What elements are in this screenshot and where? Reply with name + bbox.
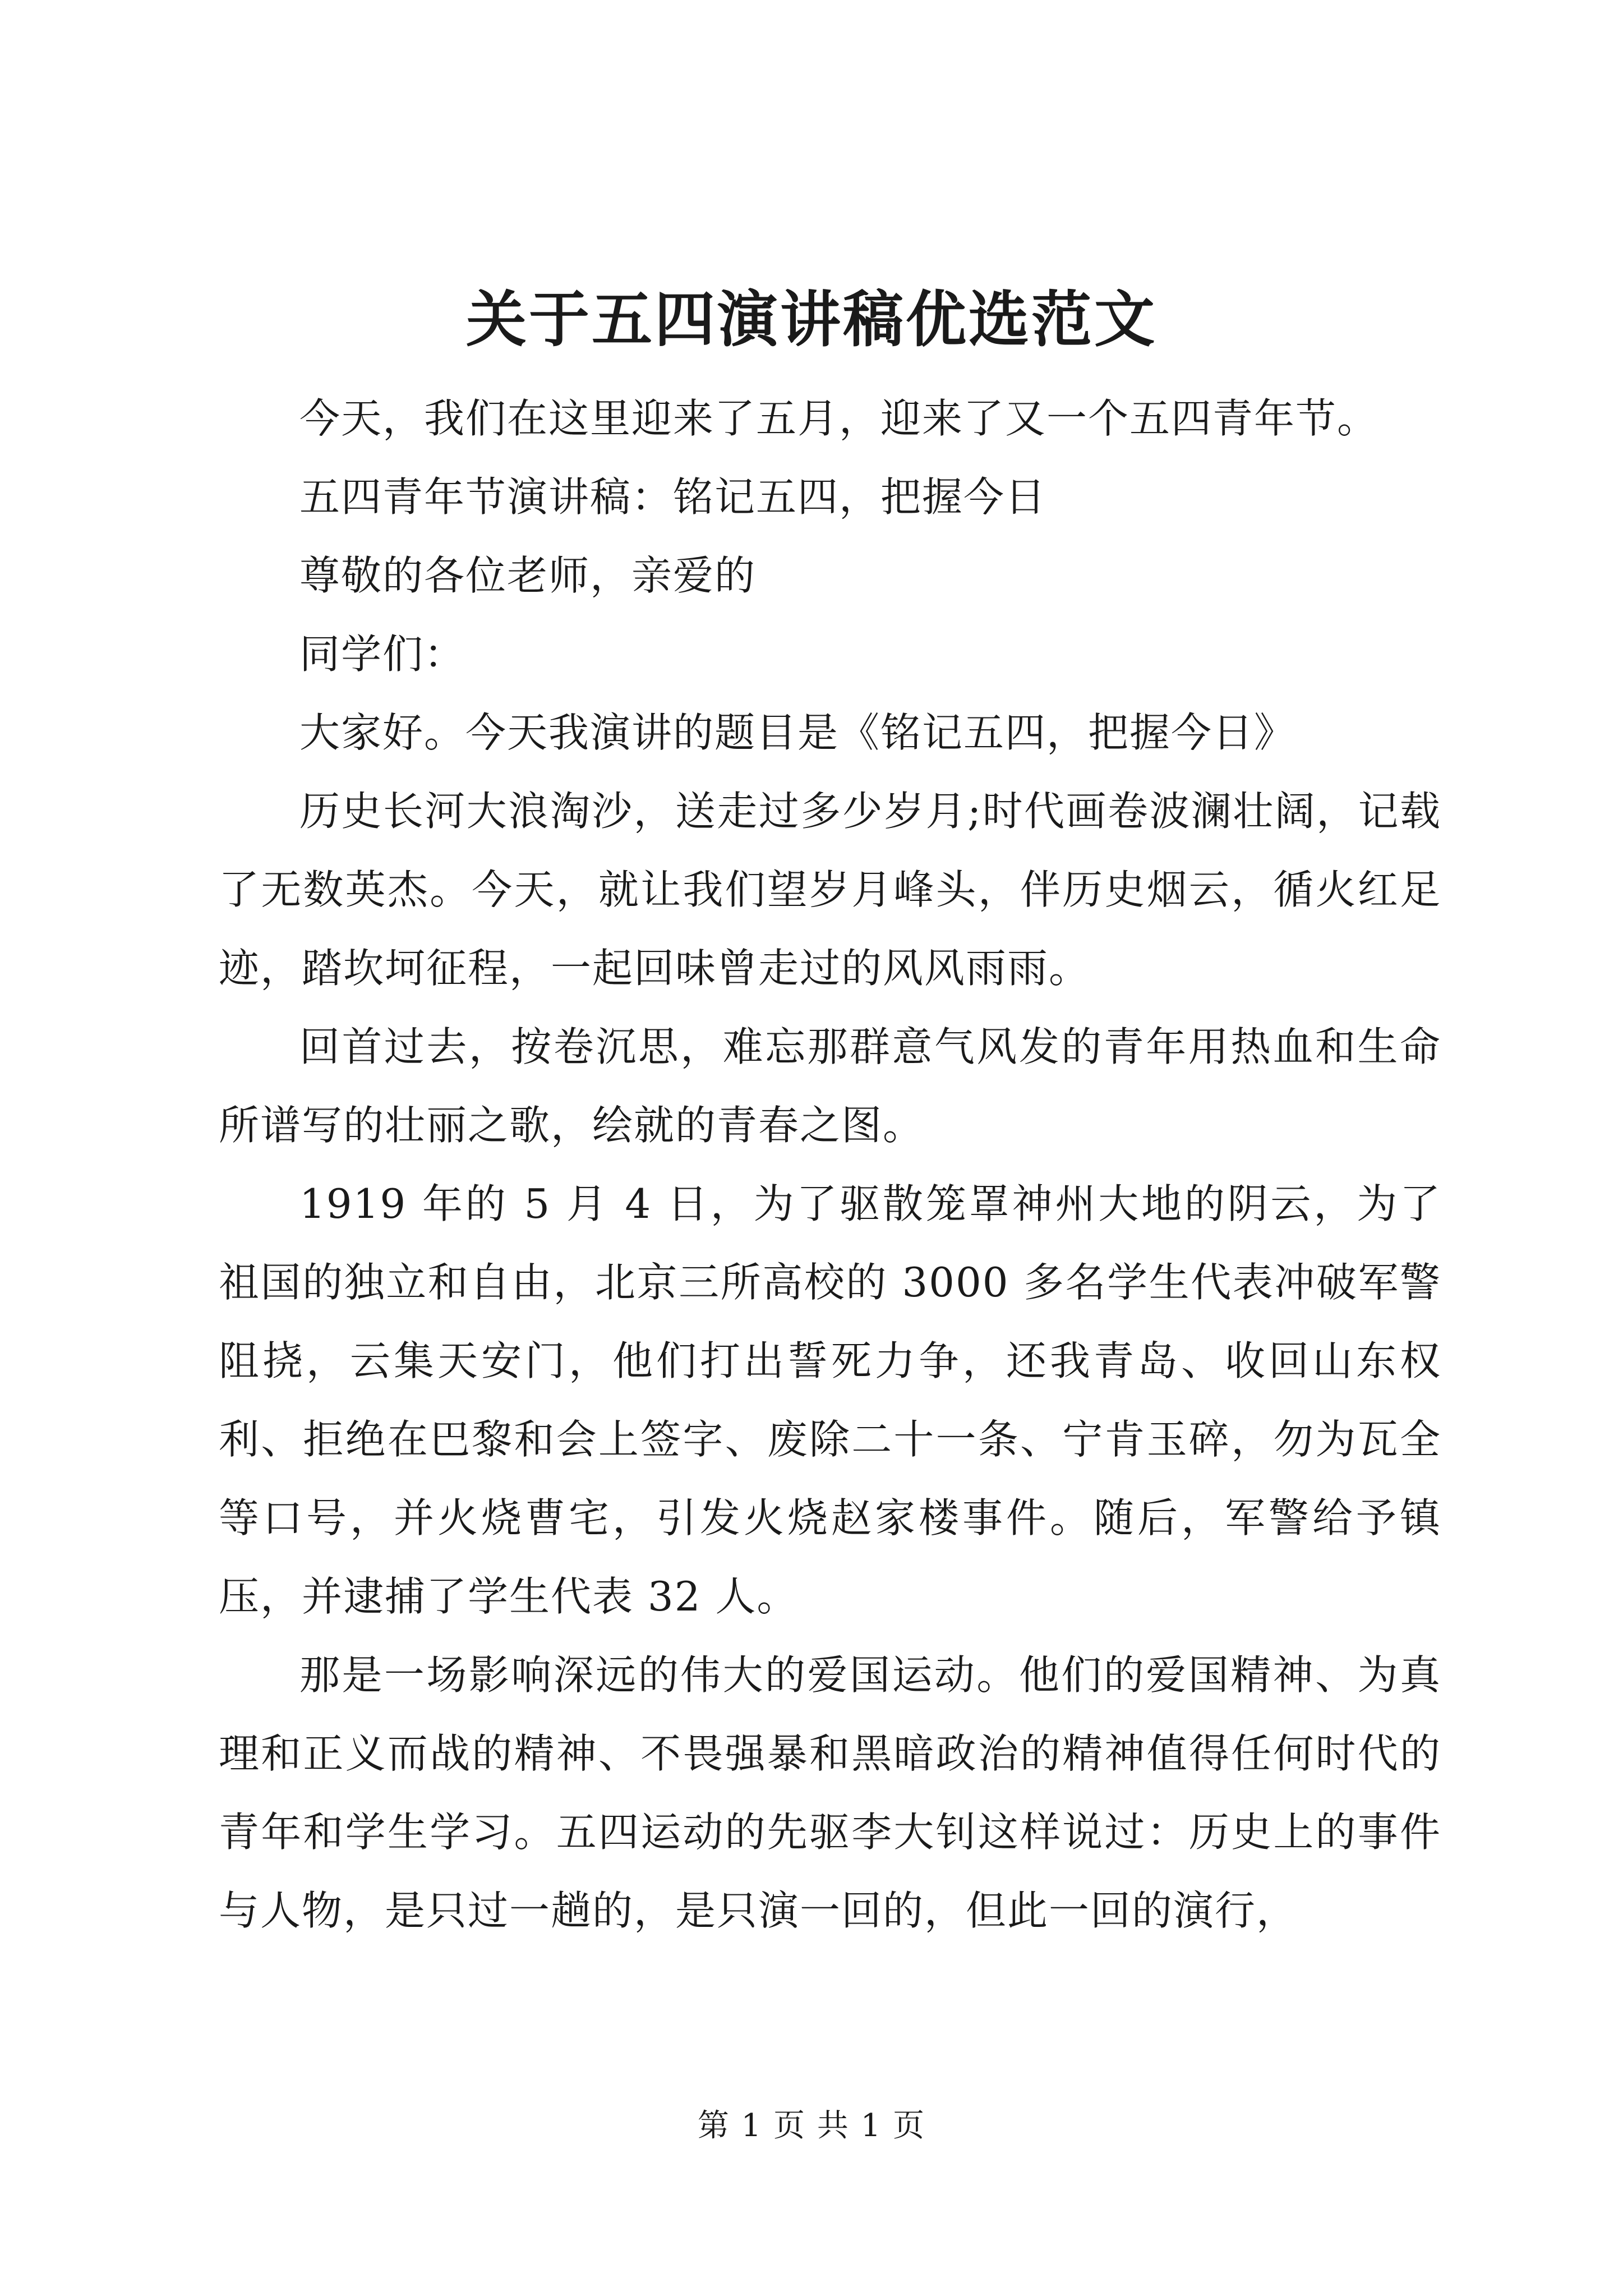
paragraph: 同学们：	[299, 631, 466, 678]
paragraph: 尊敬的各位老师，亲爱的	[299, 552, 757, 599]
paragraph: 历史长河大浪淘沙，送走过多少岁月;时代画卷波澜壮阔，记载了无数英杰。今天，就让我们望岁月峰头，伴历史烟云，循火红足迹，踏坎坷征程，一起回味曾走过的风风雨雨。	[219, 788, 1441, 992]
document-title: 关于五四演讲稿优选范文	[465, 284, 1157, 355]
paragraph: 五四青年节演讲稿：铭记五四，把握今日	[299, 473, 1047, 521]
document-body	[219, 379, 1441, 1950]
paragraph: 1919 年的 5 月 4 日，为了驱散笼罩神州大地的阴云，为了祖国的独立和自由，北京三所高校的 3000 多名学生代表冲破军警阻挠，云集天安门，他们打出誓死力争，还我青岛、收回山东权利、拒绝在巴黎和会上签字、废除二十一条、宁肯玉碎，勿为瓦全等口号，并火烧曹宅，引发火烧赵家楼事件。随后，军警给予镇压，并逮捕了学生代表 32 人。	[219, 1180, 1441, 1620]
paragraph: 那是一场影响深远的伟大的爱国运动。他们的爱国精神、为真理和正义而战的精神、不畏强暴和黑暗政治的精神值得任何时代的青年和学生学习。五四运动的先驱李大钊这样说过：历史上的事件与人物，是只过一趟的，是只演一回的，但此一回的演行，	[219, 1651, 1441, 1934]
paragraph: 今天，我们在这里迎来了五月，迎来了又一个五四青年节。	[299, 395, 1379, 442]
paragraph: 回首过去，按卷沉思，难忘那群意气风发的青年用热血和生命所谱写的壮丽之歌，绘就的青春之图。	[219, 1023, 1441, 1149]
paragraph: 大家好。今天我演讲的题目是《铭记五四，把握今日》	[299, 709, 1296, 756]
page-footer: 第 1 页 共 1 页	[697, 2108, 926, 2144]
